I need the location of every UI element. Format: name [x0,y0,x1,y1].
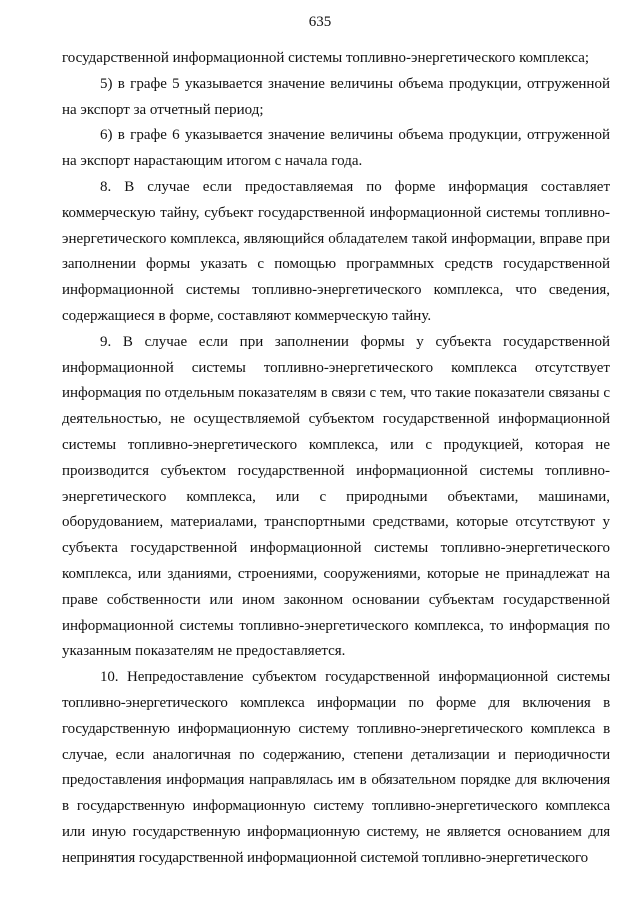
paragraph-clause-10: 10. Непредоставление субъектом государственной информационной системы топливно-энергетического комплекса информации по форме для включения в государственную информационную систему топливно-энергетического комплекса в случае, если аналогичная по содержанию, степени детализации и периодичности предоставления информация направлялась им в обязательном порядке для включения в государственную информационную систему топливно-энергетического комплекса или иную государственную информационную систему, не является основанием для непринятия государственной информационной системой топливно-энергетического [62,669,610,866]
paragraph-continuation: государственной информационной системы топливно-энергетического комплекса; [62,50,590,66]
page-number: 635 [308,14,332,30]
document-body [62,46,610,872]
paragraph-clause-9: 9. В случае если при заполнении формы у субъекта государственной информационной системы топливно-энергетического комплекса отсутствует информация по отдельным показателям в связи с тем, что такие показатели связаны с деятельностью, не осуществляемой субъектом государственной информационной системы топливно-энергетического комплекса, или с продукцией, которая не производится субъектом государственной информационной системы топливно-энергетического комплекса, или с природными объектами, машинами, оборудованием, материалами, транспортными средствами, которые отсутствуют у субъекта государственной информационной системы топливно-энергетического комплекса, или зданиями, строениями, сооружениями, которые не принадлежат на праве собственности или ином законном основании субъектам государственной информационной системы топливно-энергетического комплекса, то информация по указанным показателям не предоставляется. [62,333,610,660]
paragraph-clause-8: 8. В случае если предоставляемая по форме информация составляет коммерческую тайну, субъект государственной информационной системы топливно-энергетического комплекса, являющийся обладателем такой информации, вправе при заполнении формы указать с помощью программных средств государственной информационной системы топливно-энергетического комплекса, что сведения, содержащиеся в форме, составляют коммерческую тайну. [62,178,610,324]
paragraph-item-6: 6) в графе 6 указывается значение величины объема продукции, отгруженной на экспорт нарастающим итогом с начала года. [62,127,610,170]
paragraph-item-5: 5) в графе 5 указывается значение величины объема продукции, отгруженной на экспорт за отчетный период; [62,75,610,118]
